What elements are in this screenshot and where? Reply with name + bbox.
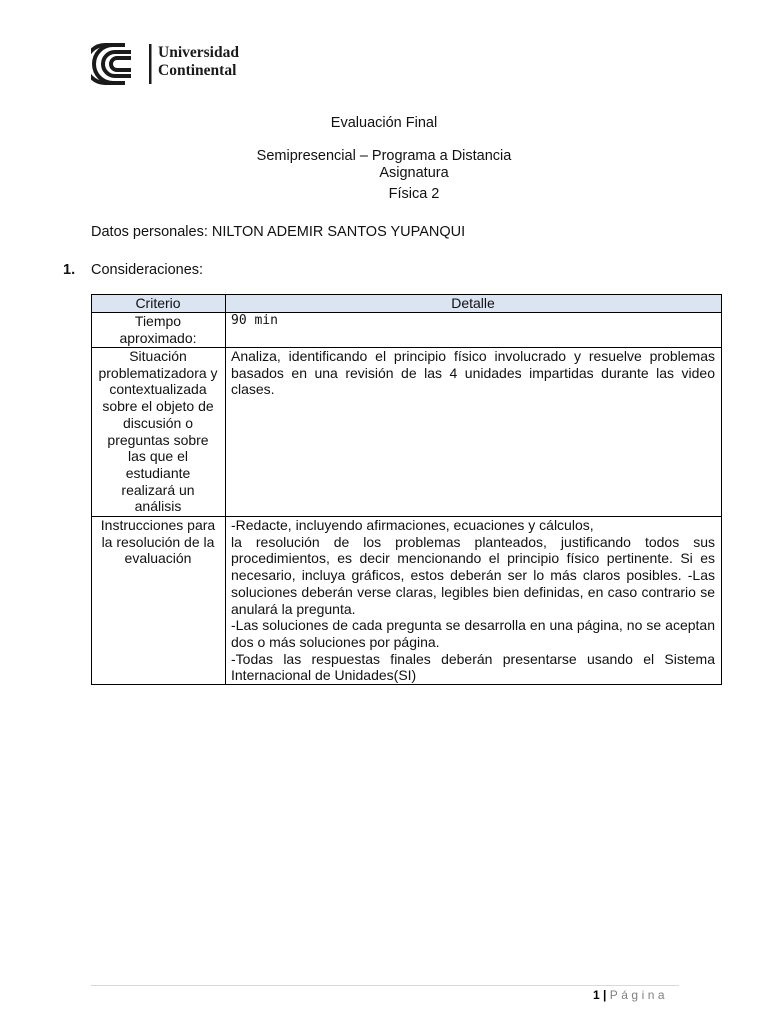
table-row — [92, 313, 722, 348]
instruction-line: -Todas las respuestas finales deberán presentarse usando el Sistema Internacional de Unidades(SI) — [231, 650, 715, 684]
logo-line-2: Continental — [158, 62, 237, 79]
page-word: Página — [609, 988, 669, 1002]
university-logo — [91, 42, 251, 86]
page-number: 1 — [593, 988, 600, 1002]
section-number: 1. — [63, 262, 76, 278]
page-footer — [593, 988, 668, 1002]
header-detalle: Detalle — [226, 295, 722, 313]
section-heading — [63, 262, 203, 278]
instruction-line: -Redacte, incluyendo afirmaciones, ecuaciones y cálculos, — [231, 517, 594, 533]
table-row — [92, 517, 722, 685]
subject-label: Asignatura — [379, 165, 449, 181]
criterion-situation: Situación problematizadora y contextualizada sobre el objeto de discusión o preguntas sobre las que el estudiante realizará un análisis — [92, 348, 226, 517]
criterion-instructions: Instrucciones para la resolución de la evaluación — [92, 517, 226, 685]
exam-title: Evaluación Final — [330, 115, 438, 131]
table-header-row — [92, 295, 722, 313]
program-title: Semipresencial – Programa a Distancia — [256, 148, 512, 164]
instruction-line: la resolución de los problemas planteados, justificando todos sus procedimientos, es decir mencionando el principio físico pertinente. Si es necesario, incluya gráficos, estos deberán ser lo más claros posibles. -Las soluciones deberán verse claras, legibles bien definidas, en caso contrario se anulará la pregunta. — [231, 533, 715, 617]
section-title: Consideraciones: — [91, 262, 204, 278]
university-name — [158, 44, 239, 80]
logo-line-1: Universidad — [158, 44, 239, 61]
instruction-line: -Las soluciones de cada pregunta se desarrolla en una página, no se aceptan dos o más soluciones por página. — [231, 617, 715, 650]
detail-time: 90 min — [226, 313, 722, 348]
personal-data: Datos personales: NILTON ADEMIR SANTOS YUPANQUI — [91, 224, 466, 240]
table-row — [92, 348, 722, 517]
footer-divider — [91, 985, 679, 986]
detail-instructions — [226, 517, 722, 685]
page-separator: | — [603, 988, 607, 1002]
detail-situation: Analiza, identificando el principio físico involucrado y resuelve problemas basados en una revisión de las 4 unidades impartidas durante las video clases. — [226, 348, 722, 517]
university-logo-icon — [91, 42, 153, 86]
criterion-time: Tiempo aproximado: — [92, 313, 226, 348]
header-criterio: Criterio — [92, 295, 226, 313]
subject-name: Física 2 — [388, 186, 440, 202]
considerations-table — [91, 294, 722, 685]
